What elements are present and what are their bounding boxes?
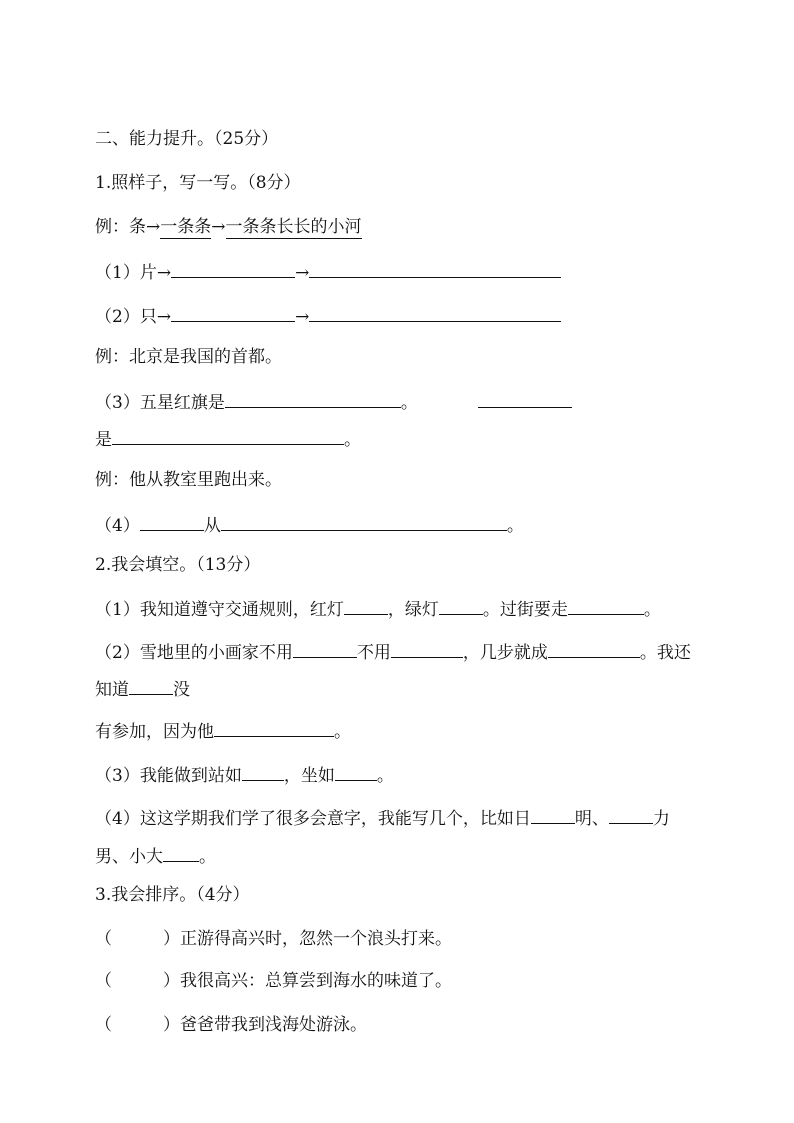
q2-item-2 [95,637,691,663]
arrow: → [211,217,226,237]
answer-blank[interactable] [225,387,401,408]
answer-blank[interactable] [221,510,507,531]
answer-blank[interactable] [439,594,483,615]
text: ，坐如 [283,766,335,786]
text: （2）雪地里的小画家不用 [95,643,293,663]
period: 。 [400,393,418,413]
text: 明、 [574,809,609,829]
order-paren-open[interactable]: （ [95,971,112,991]
item-label: （4） [95,516,140,536]
example-answer-b: 一条条长长的小河 [225,217,362,237]
q1-example-3: 例：他从教室里跑出来。 [95,470,282,490]
arrow: → [295,263,310,283]
q2-item-4-cont [95,841,216,867]
text: 有参加，因为他 [95,722,214,742]
text: 。过街要走 [482,600,568,620]
answer-blank[interactable] [609,803,653,824]
answer-blank[interactable] [335,760,377,781]
period: 。 [344,430,361,450]
q2-item-2-cont2 [95,716,351,742]
answer-blank[interactable] [548,637,640,658]
text: 。 [376,766,394,786]
sentence: 正游得高兴时，忽然一个浪头打来。 [180,929,452,949]
item-label: （3）五星红旗是 [95,393,225,413]
text: 。我还 [639,643,691,663]
q3-item [95,1012,367,1038]
item-label: （1）片 [95,263,157,283]
q1-item-1 [95,257,561,283]
answer-blank[interactable] [171,301,295,322]
answer-blank[interactable] [391,637,463,658]
q3-item [95,926,452,952]
answer-blank[interactable] [214,716,334,737]
q3-item [95,968,452,994]
text: （1）我知道遵守交通规则，红灯 [95,600,344,620]
answer-blank[interactable] [242,760,284,781]
text: 没 [173,680,190,700]
text: ，几步就成 [462,643,548,663]
section-title: 二、能力提升。（25分） [95,129,279,149]
q2-item-3 [95,760,394,786]
arrow: → [146,217,161,237]
answer-blank[interactable] [309,257,561,278]
q1-example-2: 例：北京是我国的首都。 [95,347,282,367]
q1-item-3-extra [478,387,572,413]
q3-title: 3.我会排序。（4分） [95,885,250,905]
example-prefix: 例：条 [95,217,146,237]
arrow: → [156,263,172,283]
text: 。 [334,722,351,742]
answer-blank[interactable] [293,637,357,658]
q2-item-2-cont [95,674,190,700]
text: 力 [652,809,670,829]
text: 知道 [95,680,129,700]
example-answer-a: 一条条 [160,217,212,237]
arrow: → [295,307,310,327]
answer-blank[interactable] [129,674,173,695]
q1-item-3 [95,387,418,413]
order-paren-close: ） [163,929,180,949]
answer-blank[interactable] [531,803,575,824]
item-label: （2）只 [95,307,157,327]
period: 。 [506,516,524,536]
text: 男、小大 [95,847,163,867]
sentence: 爸爸带我到浅海处游泳。 [180,1015,367,1035]
text: （4）这这学期我们学了很多会意字，我能写几个，比如日 [95,809,531,829]
q1-item-3-cont [95,424,361,450]
answer-blank[interactable] [344,594,388,615]
answer-blank[interactable] [568,594,644,615]
answer-blank[interactable] [478,387,572,408]
order-paren-close: ） [163,971,180,991]
connector: 从 [203,516,221,536]
text: 。 [643,600,661,620]
answer-blank[interactable] [309,301,561,322]
q1-example-1 [95,214,362,240]
answer-blank[interactable] [171,257,295,278]
q1-item-2 [95,301,561,327]
q2-item-1 [95,594,661,620]
q1-item-4 [95,510,524,536]
answer-blank[interactable] [112,424,344,445]
text: （3）我能做到站如 [95,766,242,786]
text: 。 [199,847,216,867]
item-label: 是 [95,430,112,450]
answer-blank[interactable] [163,841,199,862]
arrow: → [156,307,172,327]
order-paren-close: ） [163,1015,180,1035]
order-paren-open[interactable]: （ [95,929,112,949]
text: 不用 [356,643,391,663]
order-paren-open[interactable]: （ [95,1015,112,1035]
answer-blank[interactable] [140,510,204,531]
sentence: 我很高兴：总算尝到海水的味道了。 [180,971,452,991]
text: ，绿灯 [387,600,439,620]
q2-title: 2.我会填空。（13分） [95,555,261,575]
q2-item-4 [95,803,670,829]
q1-title: 1.照样子，写一写。（8分） [95,173,301,193]
